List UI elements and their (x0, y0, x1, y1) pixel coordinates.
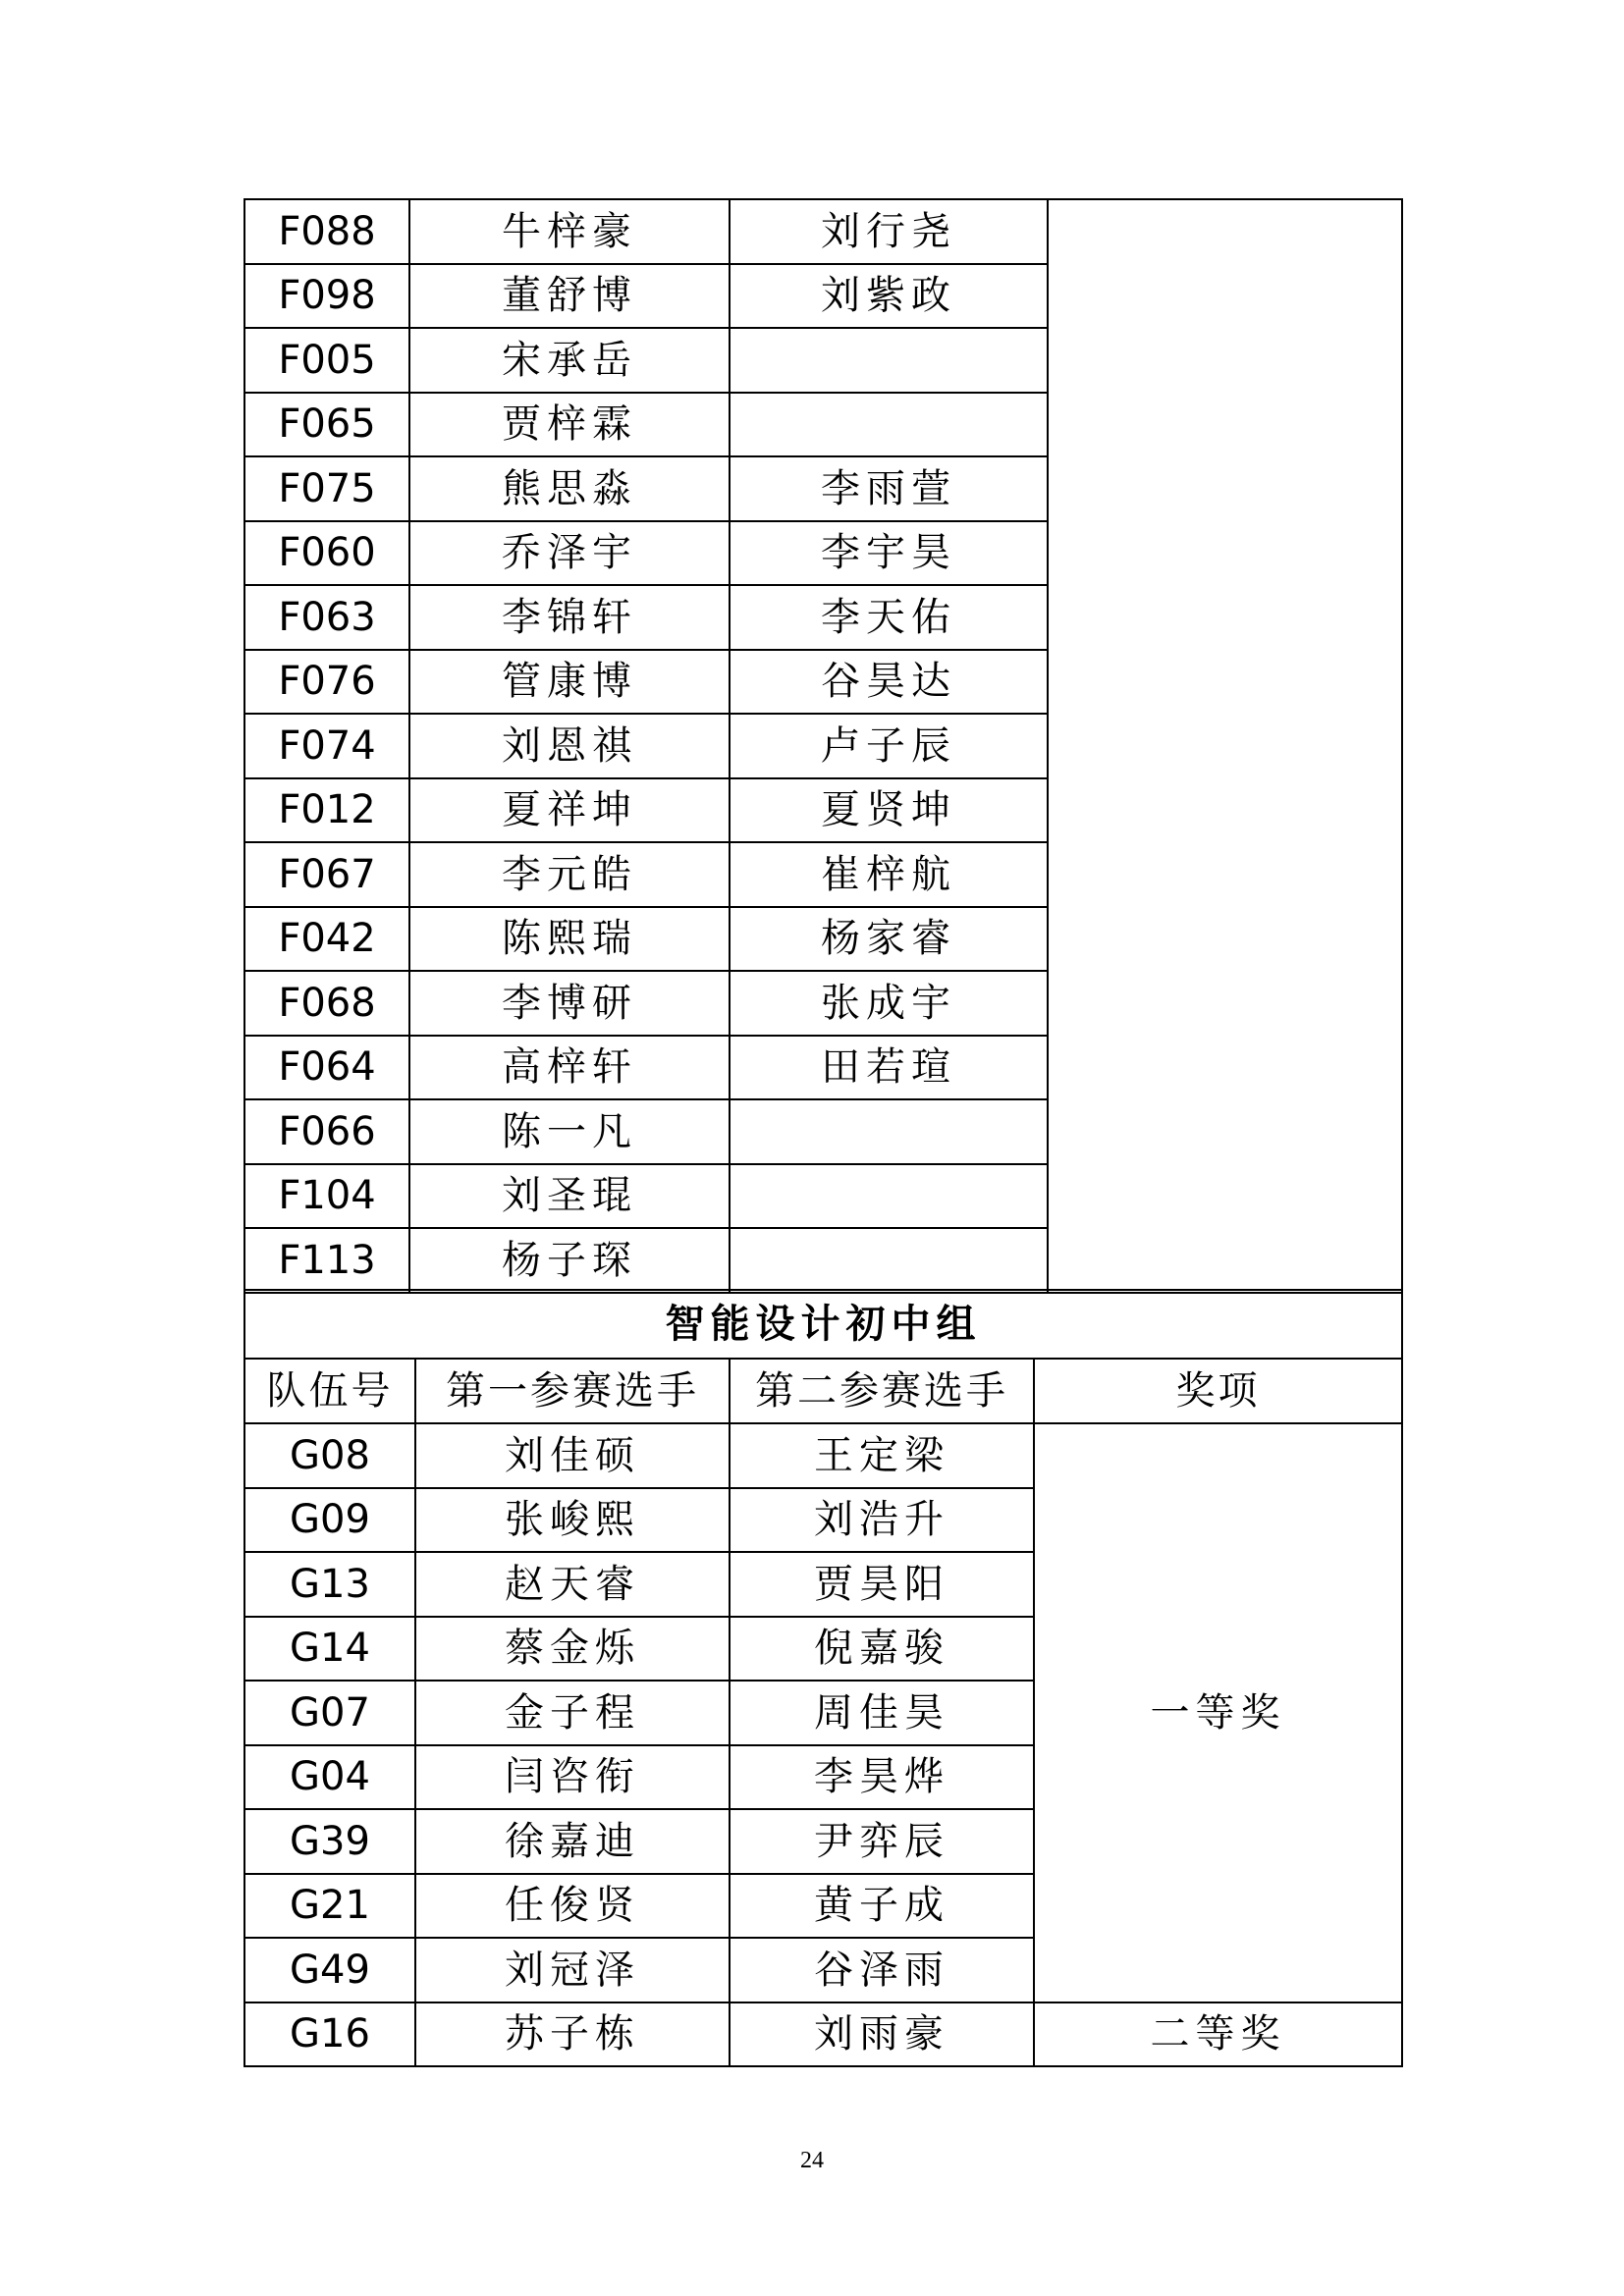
page-number: 24 (800, 2148, 824, 2173)
table-row (244, 199, 1402, 264)
second-player: 田若瑄 (730, 1036, 1048, 1100)
team-code: G09 (244, 1488, 415, 1553)
team-code: F088 (244, 199, 409, 264)
second-player (730, 393, 1048, 457)
team-code: F067 (244, 842, 409, 907)
team-code: F075 (244, 456, 409, 521)
second-player: 谷昊达 (730, 650, 1048, 715)
second-player: 倪嘉骏 (730, 1617, 1034, 1682)
second-player: 王定梁 (730, 1423, 1034, 1488)
first-player: 贾梓霖 (409, 393, 730, 457)
second-player: 李昊烨 (730, 1745, 1034, 1810)
column-header-second-player: 第二参赛选手 (730, 1359, 1034, 1423)
first-player: 陈熙瑞 (409, 907, 730, 972)
first-player: 宋承岳 (409, 328, 730, 393)
team-code: F113 (244, 1228, 409, 1293)
header-row (244, 1359, 1402, 1423)
second-player: 刘浩升 (730, 1488, 1034, 1553)
team-code: F074 (244, 714, 409, 778)
team-code: G13 (244, 1552, 415, 1617)
column-header-award: 奖项 (1034, 1359, 1402, 1423)
first-player: 苏子栋 (415, 2002, 730, 2067)
first-player: 高梓轩 (409, 1036, 730, 1100)
first-player: 赵天睿 (415, 1552, 730, 1617)
first-player: 陈一凡 (409, 1099, 730, 1164)
award-second-prize: 二等奖 (1034, 2002, 1402, 2067)
first-player: 刘恩祺 (409, 714, 730, 778)
team-code: G49 (244, 1938, 415, 2002)
second-player (730, 328, 1048, 393)
team-code: F063 (244, 585, 409, 650)
second-player: 张成宇 (730, 971, 1048, 1036)
second-player: 李宇昊 (730, 521, 1048, 586)
second-player (730, 1164, 1048, 1229)
first-player: 董舒博 (409, 264, 730, 329)
table-row (244, 2002, 1402, 2067)
first-player: 熊思淼 (409, 456, 730, 521)
second-player: 杨家睿 (730, 907, 1048, 972)
second-player: 崔梓航 (730, 842, 1048, 907)
second-player: 谷泽雨 (730, 1938, 1034, 2002)
first-player: 管康博 (409, 650, 730, 715)
team-code: F060 (244, 521, 409, 586)
team-code: F012 (244, 778, 409, 843)
first-player: 乔泽宇 (409, 521, 730, 586)
first-player: 金子程 (415, 1681, 730, 1745)
column-header-first-player: 第一参赛选手 (415, 1359, 730, 1423)
team-code: G21 (244, 1874, 415, 1939)
team-code: G08 (244, 1423, 415, 1488)
first-player: 蔡金烁 (415, 1617, 730, 1682)
first-player: 杨子琛 (409, 1228, 730, 1293)
second-player: 刘雨豪 (730, 2002, 1034, 2067)
team-code: F042 (244, 907, 409, 972)
second-player (730, 1099, 1048, 1164)
second-player: 刘行尧 (730, 199, 1048, 264)
first-player: 刘佳硕 (415, 1423, 730, 1488)
first-player: 张峻熙 (415, 1488, 730, 1553)
section-title: 智能设计初中组 (244, 1290, 1402, 1359)
second-player: 周佳昊 (730, 1681, 1034, 1745)
second-player: 李天佑 (730, 585, 1048, 650)
team-code: F005 (244, 328, 409, 393)
first-player: 夏祥坤 (409, 778, 730, 843)
second-player: 黄子成 (730, 1874, 1034, 1939)
first-player: 任俊贤 (415, 1874, 730, 1939)
team-code: F098 (244, 264, 409, 329)
second-player: 李雨萱 (730, 456, 1048, 521)
team-code: F064 (244, 1036, 409, 1100)
team-code: G39 (244, 1809, 415, 1874)
team-code: G04 (244, 1745, 415, 1810)
team-table-f (244, 198, 1403, 1294)
second-player: 尹弈辰 (730, 1809, 1034, 1874)
team-code: G07 (244, 1681, 415, 1745)
first-player: 刘圣琨 (409, 1164, 730, 1229)
first-player: 刘冠泽 (415, 1938, 730, 2002)
first-player: 李博研 (409, 971, 730, 1036)
team-code: G16 (244, 2002, 415, 2067)
first-player: 闫咨衔 (415, 1745, 730, 1810)
second-player: 卢子辰 (730, 714, 1048, 778)
award-first-prize: 一等奖 (1034, 1423, 1402, 2002)
first-player: 李元皓 (409, 842, 730, 907)
team-code: F065 (244, 393, 409, 457)
first-player: 徐嘉迪 (415, 1809, 730, 1874)
award-cell (1048, 199, 1402, 1293)
team-code: F104 (244, 1164, 409, 1229)
team-code: G14 (244, 1617, 415, 1682)
table-row (244, 1423, 1402, 1488)
team-code: F076 (244, 650, 409, 715)
section-title-row (244, 1290, 1402, 1359)
column-header-team-number: 队伍号 (244, 1359, 415, 1423)
second-player: 刘紫政 (730, 264, 1048, 329)
team-code: F068 (244, 971, 409, 1036)
team-table-g (244, 1289, 1403, 2067)
second-player: 贾昊阳 (730, 1552, 1034, 1617)
team-code: F066 (244, 1099, 409, 1164)
second-player: 夏贤坤 (730, 778, 1048, 843)
second-player (730, 1228, 1048, 1293)
first-player: 牛梓豪 (409, 199, 730, 264)
first-player: 李锦轩 (409, 585, 730, 650)
